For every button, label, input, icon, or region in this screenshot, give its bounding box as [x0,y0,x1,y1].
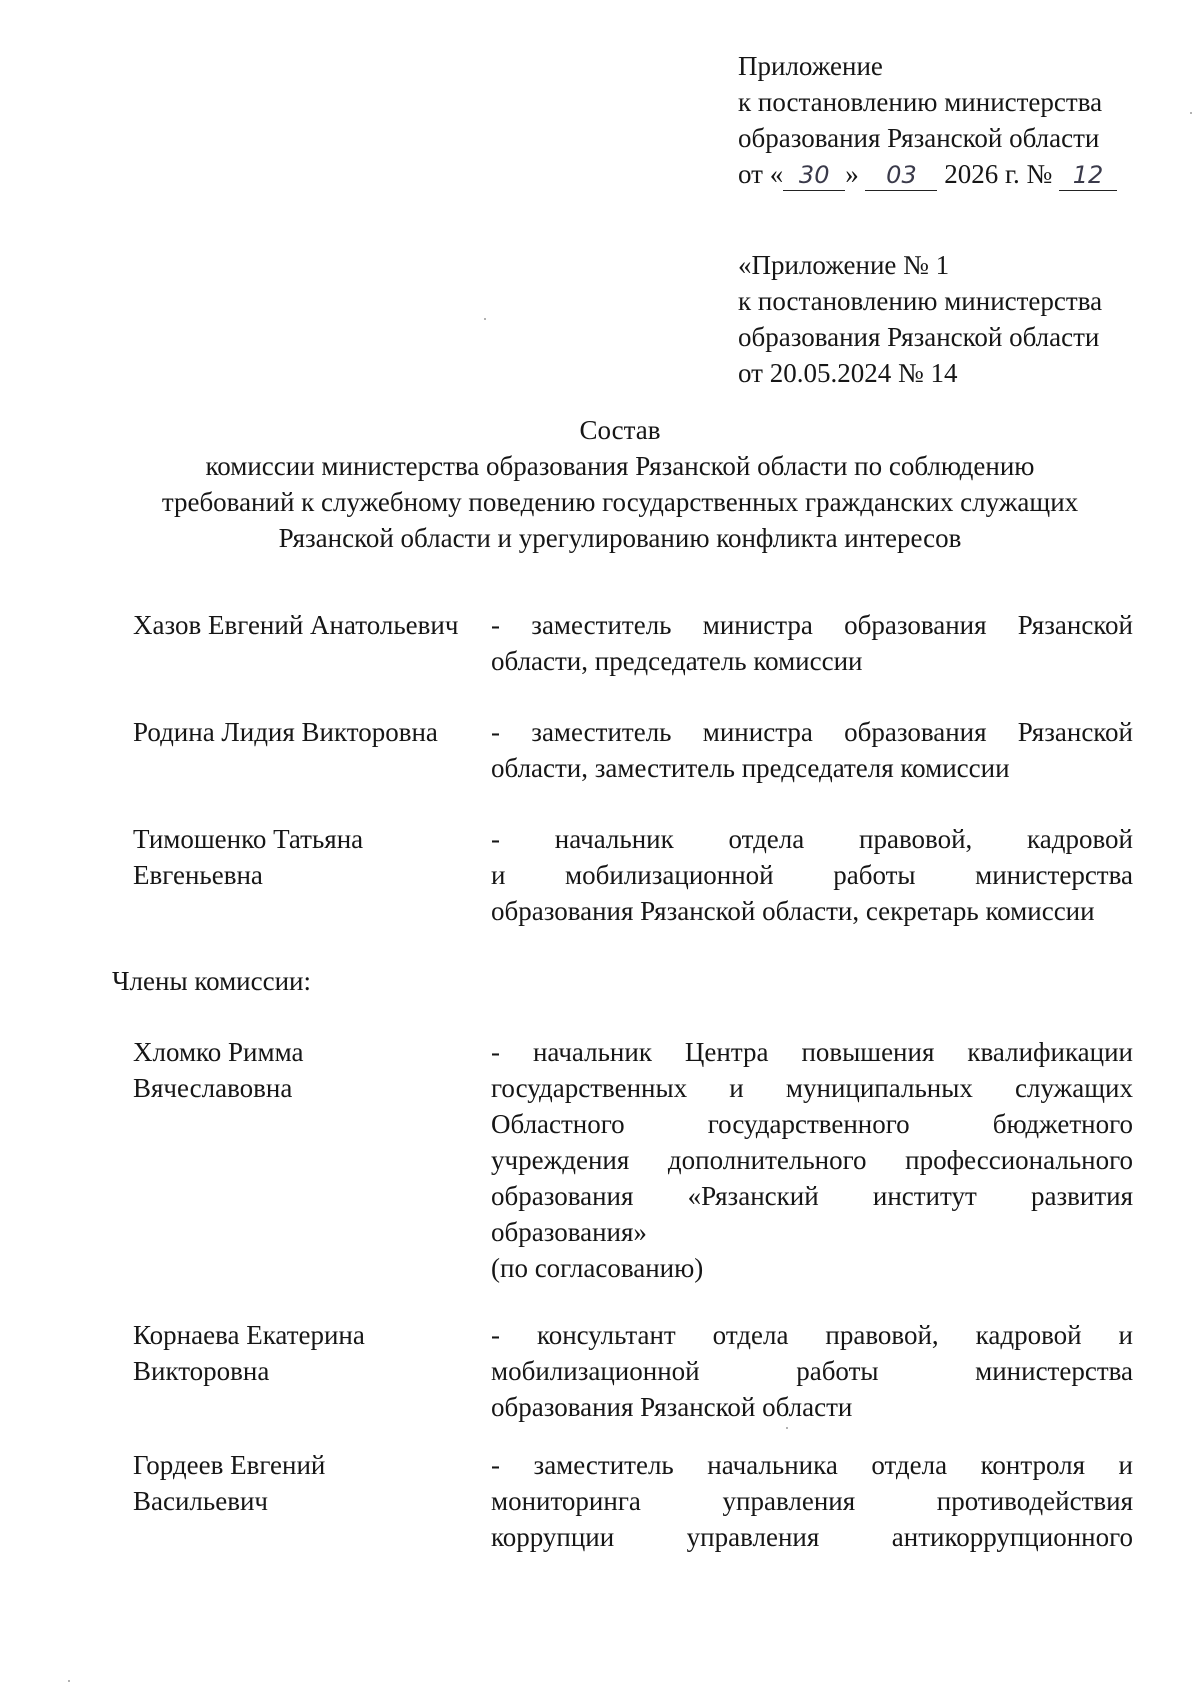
scan-speck [1190,112,1192,114]
member-name-line: Викторовна [133,1356,270,1386]
role-line: - начальник отдела правовой, кадровой [491,824,1133,854]
role-line: - заместитель министра образования Рязанской [491,717,1133,747]
member-role [491,1317,1133,1425]
appendix-date-line [738,156,1168,192]
member-role [491,714,1133,786]
member-name-line: Родина Лидия Викторовна [133,717,438,747]
title-line: комиссии министерства образования Рязанской области по соблюдению [205,451,1035,481]
member-name [133,607,483,643]
role-line: коррупции управления антикоррупционного [491,1522,1133,1552]
scan-speck [68,1680,70,1682]
role-line: мониторинга управления противодействия [491,1486,1133,1516]
member-name [133,1034,483,1106]
member-name [133,1317,483,1389]
member-name [133,821,483,893]
date-year: 2026 г. № [944,159,1053,189]
member-role [491,1447,1133,1555]
role-line: учреждения дополнительного профессионального [491,1145,1133,1175]
member-role [491,1034,1133,1286]
role-line: мобилизационной работы министерства [491,1356,1133,1386]
role-line: и мобилизационной работы министерства [491,860,1133,890]
role-line: - заместитель министра образования Рязанской [491,610,1133,640]
role-line: области, председатель комиссии [491,646,863,676]
role-line: Областного государственного бюджетного [491,1109,1133,1139]
date-prefix: от « [738,159,784,189]
role-line: образования» [491,1217,647,1247]
handwritten-month: 03 [865,160,937,191]
role-line: - заместитель начальника отдела контроля и [491,1450,1133,1480]
member-name [133,1447,483,1519]
appendix-1-header [738,247,1168,391]
member-name-line: Васильевич [133,1486,268,1516]
member-name [133,714,483,750]
title-line: Состав [579,415,661,445]
scan-speck [484,318,486,320]
role-line: - консультант отдела правовой, кадровой и [491,1320,1133,1350]
document-title [100,412,1140,556]
member-name-line: Хломко Римма [133,1037,304,1067]
member-name-line: Евгеньевна [133,860,263,890]
role-note: (по согласованию) [491,1253,704,1283]
role-line: области, заместитель председателя комиссии [491,753,1010,783]
scan-speck [786,1427,788,1429]
appendix-line: Приложение [738,51,883,81]
member-name-line: Тимошенко Татьяна [133,824,364,854]
appendix-header [738,48,1168,192]
role-line: государственных и муниципальных служащих [491,1073,1133,1103]
date-mid: » [845,159,859,189]
title-line: Рязанской области и урегулированию конфликта интересов [278,523,962,553]
appendix-line: к постановлению министерства [738,87,1103,117]
member-name-line: Корнаева Екатерина [133,1320,365,1350]
role-line: образования Рязанской области [491,1392,853,1422]
appendix-line: образования Рязанской области [738,123,1100,153]
member-name-line: Вячеславовна [133,1073,293,1103]
handwritten-number: 12 [1059,160,1117,191]
member-name-line: Хазов Евгений Анатольевич [133,610,459,640]
appendix-1-line: от 20.05.2024 № 14 [738,358,958,388]
role-line: - начальник Центра повышения квалификации [491,1037,1133,1067]
appendix-1-line: к постановлению министерства [738,286,1103,316]
member-role [491,821,1133,929]
role-line: образования Рязанской области, секретарь комиссии [491,896,1095,926]
member-name-line: Гордеев Евгений [133,1450,326,1480]
role-line: образования «Рязанский институт развития [491,1181,1133,1211]
title-line: требований к служебному поведению государственных гражданских служащих [161,487,1079,517]
member-role [491,607,1133,679]
appendix-1-line: образования Рязанской области [738,322,1100,352]
handwritten-day: 30 [783,160,845,191]
members-label: Члены комиссии: [112,966,311,996]
appendix-1-line: «Приложение № 1 [738,250,950,280]
